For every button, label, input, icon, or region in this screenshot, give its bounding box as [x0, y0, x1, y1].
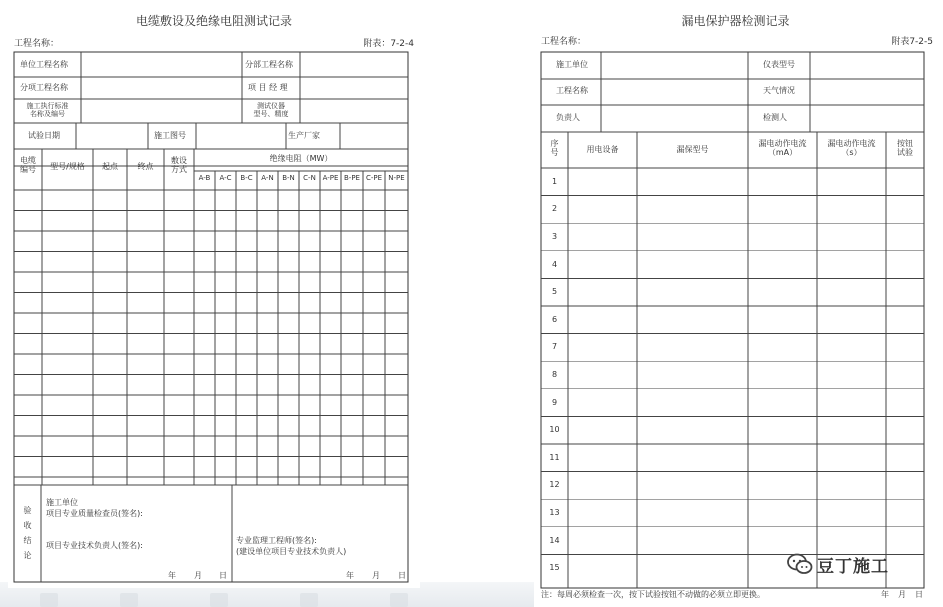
label-item-project: 分项工程名称 [20, 83, 68, 92]
cable-insulation-form [8, 6, 420, 588]
header-seq-1: 序 [550, 139, 559, 148]
header-method-2: 方式 [171, 165, 187, 175]
phase-header: B-C [240, 174, 253, 182]
row-number: 1 [551, 176, 558, 186]
header-model-spec: 型号/规格 [50, 162, 85, 171]
acceptance-char-2: 收 [23, 521, 32, 530]
label-supervisor-1: 专业监理工程师(签名): [236, 536, 317, 545]
label-manufacturer: 生产厂家 [288, 131, 320, 140]
header-method-1: 敷设 [171, 156, 187, 165]
label-person-in-charge: 负责人 [556, 113, 580, 122]
phase-header: B-PE [344, 174, 360, 182]
row-number: 6 [551, 314, 558, 324]
label-instrument-2: 型号、精度 [253, 110, 289, 119]
label-tech-lead: 项目专业技术负责人(签名): [46, 541, 143, 550]
header-button-2: 试验 [897, 148, 913, 158]
row-number: 8 [551, 370, 558, 379]
header-time-1: 漏电动作电流 [827, 139, 876, 148]
row-number: 5 [551, 287, 558, 297]
row-number: 7 [551, 342, 558, 352]
label-construction-unit-r: 施工单位 [556, 60, 588, 69]
phase-header: C-PE [365, 174, 383, 182]
left-date-day-2: 日 [398, 571, 406, 580]
row-number: 9 [551, 397, 558, 407]
row-number: 3 [551, 232, 558, 241]
row-number: 12 [549, 480, 560, 490]
label-drawing-no: 施工图号 [154, 131, 186, 140]
label-construction-unit: 施工单位 [46, 498, 78, 507]
header-end-point: 终点 [137, 162, 154, 171]
left-date-year-1: 年 [168, 571, 176, 580]
header-cable-no-2: 编号 [20, 165, 36, 175]
header-cable-no-1: 电缆 [20, 156, 36, 165]
label-project-manager: 项 目 经 理 [248, 83, 288, 92]
header-insulation: 绝缘电阻（MW） [269, 154, 333, 163]
acceptance-char-4: 论 [23, 551, 32, 560]
left-form-number: 附表：7-2-4 [363, 39, 414, 49]
row-number: 13 [549, 508, 560, 517]
label-qc-inspector: 项目专业质量检查员(签名): [46, 509, 143, 518]
leakage-protector-form [534, 6, 937, 602]
row-number: 11 [549, 452, 560, 462]
left-date-month-1: 月 [194, 571, 202, 580]
header-breaker-model: 漏保型号 [676, 145, 709, 154]
header-equipment: 用电设备 [586, 145, 619, 154]
wechat-icon [787, 552, 813, 576]
header-seq-2: 号 [550, 148, 559, 158]
phase-header: N-PE [388, 174, 405, 182]
row-number: 15 [549, 563, 560, 573]
phase-header: A-C [219, 174, 232, 182]
brand-watermark [787, 551, 889, 577]
right-date-day: 日 [915, 590, 923, 599]
acceptance-char-1: 验 [23, 506, 32, 515]
right-form-number: 附表7-2-5 [891, 37, 933, 47]
label-test-date: 试验日期 [28, 131, 60, 140]
right-project-label: 工程名称： [541, 37, 587, 47]
left-project-label: 工程名称： [14, 39, 60, 49]
label-sub-project: 分部工程名称 [245, 60, 293, 69]
phase-header: A-PE [322, 174, 339, 182]
label-project-name-r: 工程名称 [556, 86, 588, 95]
label-standard-1: 施工执行标准 [26, 102, 69, 110]
phase-header: A-N [261, 174, 274, 182]
header-time-2: （s） [841, 148, 862, 158]
label-standard-2: 名称及编号 [30, 110, 65, 119]
row-number: 14 [549, 535, 560, 545]
right-form-title: 漏电保护器检测记录 [681, 14, 790, 28]
label-weather: 天气情况 [763, 86, 795, 95]
label-instrument-model: 仪表型号 [763, 60, 795, 69]
left-date-month-2: 月 [372, 571, 380, 580]
phase-header: A-B [198, 174, 211, 182]
footer-note: 注：每周必须检查一次，按下试验按钮不动做的必须立即更换。 [541, 590, 765, 599]
label-inspector: 检测人 [763, 113, 787, 122]
phase-header: B-N [282, 174, 295, 182]
row-number: 4 [551, 259, 558, 269]
right-date-year: 年 [881, 590, 889, 599]
label-instrument-1: 测试仪器 [257, 102, 285, 110]
header-start-point: 起点 [102, 162, 118, 171]
left-date-year-2: 年 [346, 571, 354, 580]
phase-header: C-N [303, 174, 316, 182]
brand-name: 豆丁施工 [817, 556, 889, 577]
label-unit-project: 单位工程名称 [20, 60, 68, 69]
row-number: 2 [551, 204, 558, 214]
right-form-grid [534, 6, 937, 602]
header-current-2: （mA） [767, 148, 798, 158]
left-date-day-1: 日 [219, 571, 227, 580]
right-date-month: 月 [898, 590, 906, 599]
header-current-1: 漏电动作电流 [758, 139, 807, 148]
row-number: 10 [549, 425, 560, 435]
acceptance-char-3: 结 [23, 536, 32, 545]
label-supervisor-2: (建设单位项目专业技术负责人) [236, 547, 347, 556]
header-button-1: 按钮 [897, 139, 913, 148]
left-form-title: 电缆敷设及绝缘电阻测试记录 [135, 14, 292, 28]
